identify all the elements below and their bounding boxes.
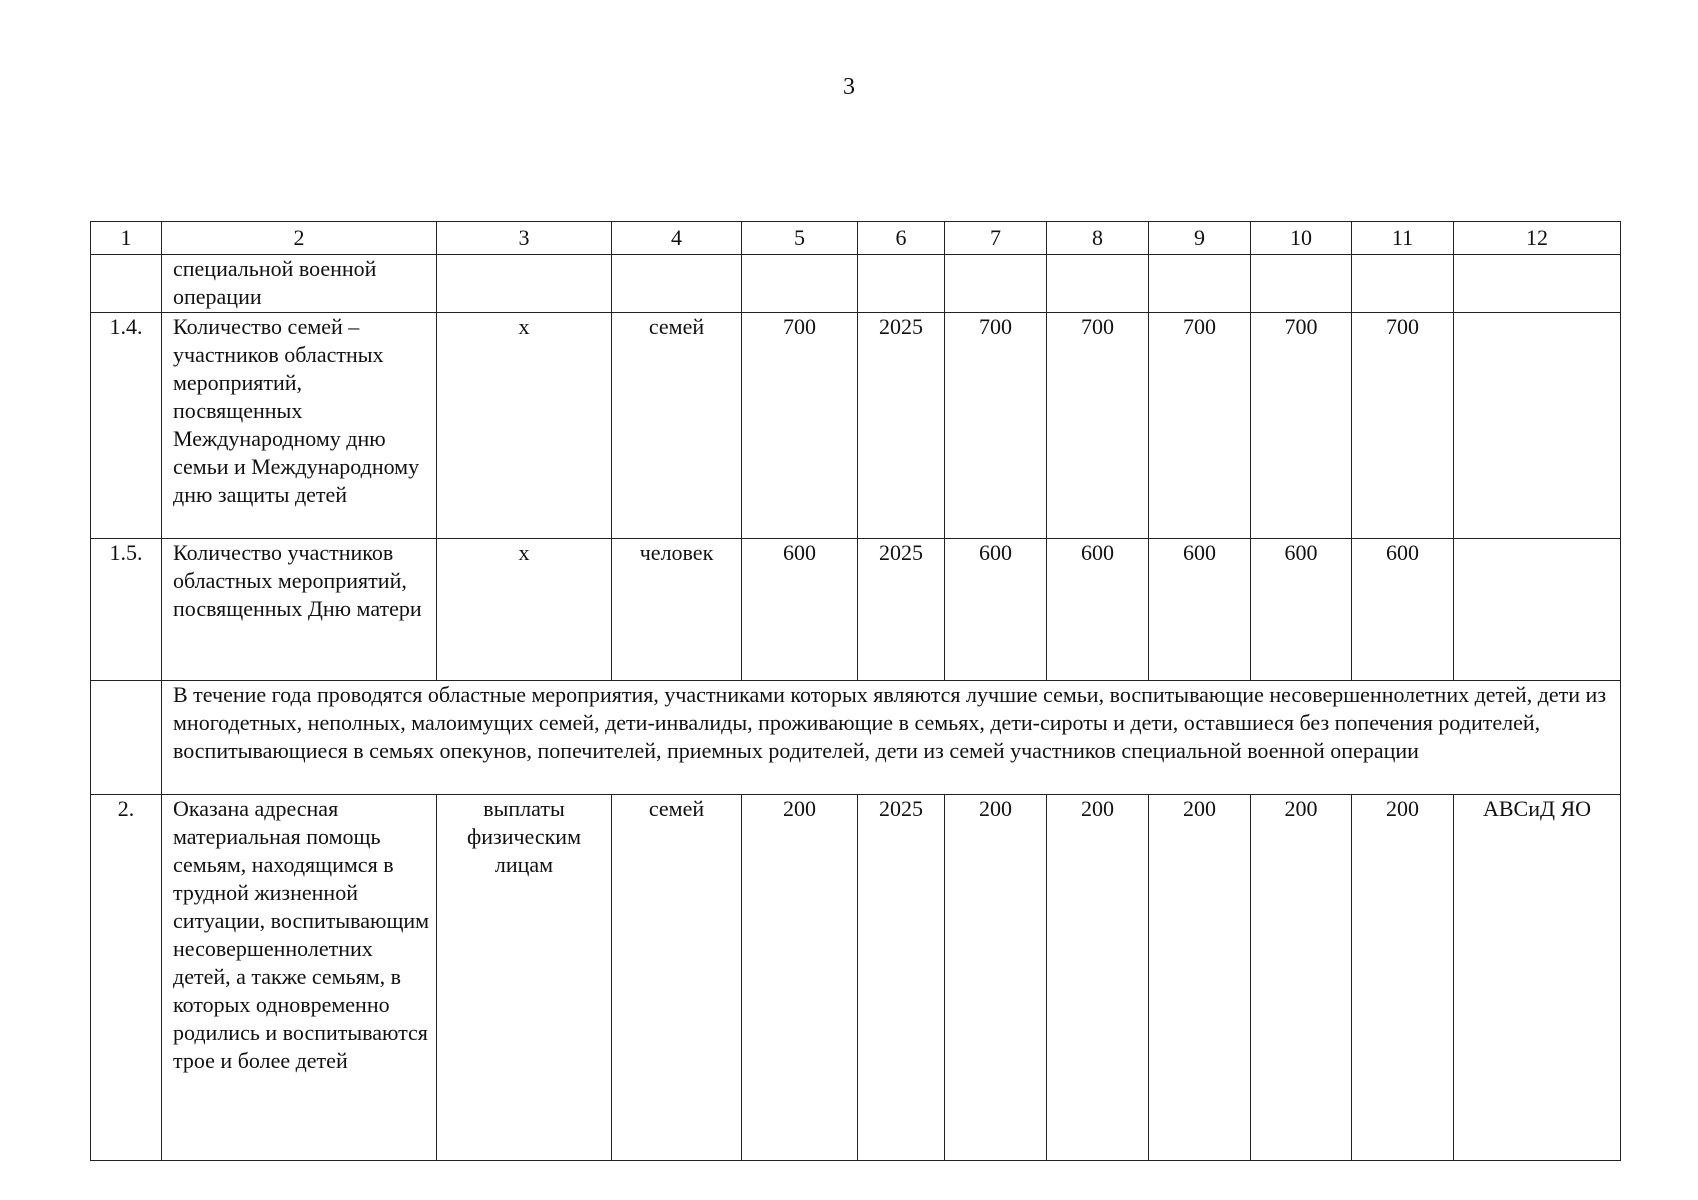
- cell-col9: 200: [1149, 795, 1251, 1161]
- cell-col10: 600: [1251, 539, 1352, 681]
- cell-col8: 700: [1047, 313, 1149, 539]
- cell-col5: 600: [742, 539, 858, 681]
- indicator-name: Количество участников областных мероприятий, посвященных Дню матери: [162, 539, 437, 681]
- table-row: [91, 313, 1621, 539]
- cell-col7: 700: [945, 313, 1047, 539]
- row-number: 2.: [91, 795, 162, 1161]
- cell-col5: 200: [742, 795, 858, 1161]
- cell-col12: [1454, 255, 1621, 313]
- column-number-11: 11: [1352, 222, 1454, 255]
- cell-col7: [945, 255, 1047, 313]
- indicator-name: Количество семей – участников областных мероприятий, посвященных Международному дню семьи и Международному дню защиты детей: [162, 313, 437, 539]
- column-number-5: 5: [742, 222, 858, 255]
- cell-unit: [612, 255, 742, 313]
- indicator-name: Оказана адресная материальная помощь семьям, находящимся в трудной жизненной ситуации, воспитывающим несовершеннолетних детей, а также семьям, в которых одновременно родились и воспитываются трое и более детей: [162, 795, 437, 1161]
- table-row: [91, 255, 1621, 313]
- cell-unit: семей: [612, 795, 742, 1161]
- cell-col11: [1352, 255, 1454, 313]
- cell-unit: семей: [612, 313, 742, 539]
- row-number: 1.5.: [91, 539, 162, 681]
- cell-col3: [437, 255, 612, 313]
- column-number-8: 8: [1047, 222, 1149, 255]
- cell-col12: [1454, 539, 1621, 681]
- column-number-7: 7: [945, 222, 1047, 255]
- cell-col8: 200: [1047, 795, 1149, 1161]
- page-number: 3: [843, 74, 855, 100]
- row-number: [91, 255, 162, 313]
- column-number-3: 3: [437, 222, 612, 255]
- column-number-4: 4: [612, 222, 742, 255]
- cell-col3: х: [437, 539, 612, 681]
- column-number-1: 1: [91, 222, 162, 255]
- cell-col6: 2025: [858, 313, 945, 539]
- column-number-6: 6: [858, 222, 945, 255]
- cell-col6: 2025: [858, 539, 945, 681]
- cell-col5: 700: [742, 313, 858, 539]
- cell-col11: 600: [1352, 539, 1454, 681]
- cell-col9: 700: [1149, 313, 1251, 539]
- cell-col10: 700: [1251, 313, 1352, 539]
- cell-col11: 700: [1352, 313, 1454, 539]
- row-number: 1.4.: [91, 313, 162, 539]
- table-row: [91, 539, 1621, 681]
- column-number-10: 10: [1251, 222, 1352, 255]
- column-number-12: 12: [1454, 222, 1621, 255]
- column-number-9: 9: [1149, 222, 1251, 255]
- indicators-table: [90, 221, 1621, 1161]
- column-number-2: 2: [162, 222, 437, 255]
- cell-col8: 600: [1047, 539, 1149, 681]
- cell-col12: [1454, 313, 1621, 539]
- table-row: [91, 795, 1621, 1161]
- cell-col7: 200: [945, 795, 1047, 1161]
- cell-col3: х: [437, 313, 612, 539]
- cell-col6: [858, 255, 945, 313]
- cell-col5: [742, 255, 858, 313]
- cell-col9: 600: [1149, 539, 1251, 681]
- indicator-name: специальной военной операции: [162, 255, 437, 313]
- table-header-row: [91, 222, 1621, 255]
- cell-col10: [1251, 255, 1352, 313]
- note-text: В течение года проводятся областные мероприятия, участниками которых являются лучшие семьи, воспитывающие несовершеннолетних детей, дети из многодетных, неполных, малоимущих семей, дети-инвалиды, проживающие в семьях, дети-сироты и дети, оставшиеся без попечения родителей, воспитывающиеся в семьях опекунов, попечителей, приемных родителей, дети из семей участников специальной военной операции: [162, 681, 1621, 795]
- cell-col9: [1149, 255, 1251, 313]
- cell-col10: 200: [1251, 795, 1352, 1161]
- note-empty-cell: [91, 681, 162, 795]
- cell-col6: 2025: [858, 795, 945, 1161]
- note-row: [91, 681, 1621, 795]
- cell-col3: выплаты физическим лицам: [437, 795, 612, 1161]
- cell-unit: человек: [612, 539, 742, 681]
- cell-col8: [1047, 255, 1149, 313]
- cell-col7: 600: [945, 539, 1047, 681]
- cell-col12: АВСиД ЯО: [1454, 795, 1621, 1161]
- cell-col11: 200: [1352, 795, 1454, 1161]
